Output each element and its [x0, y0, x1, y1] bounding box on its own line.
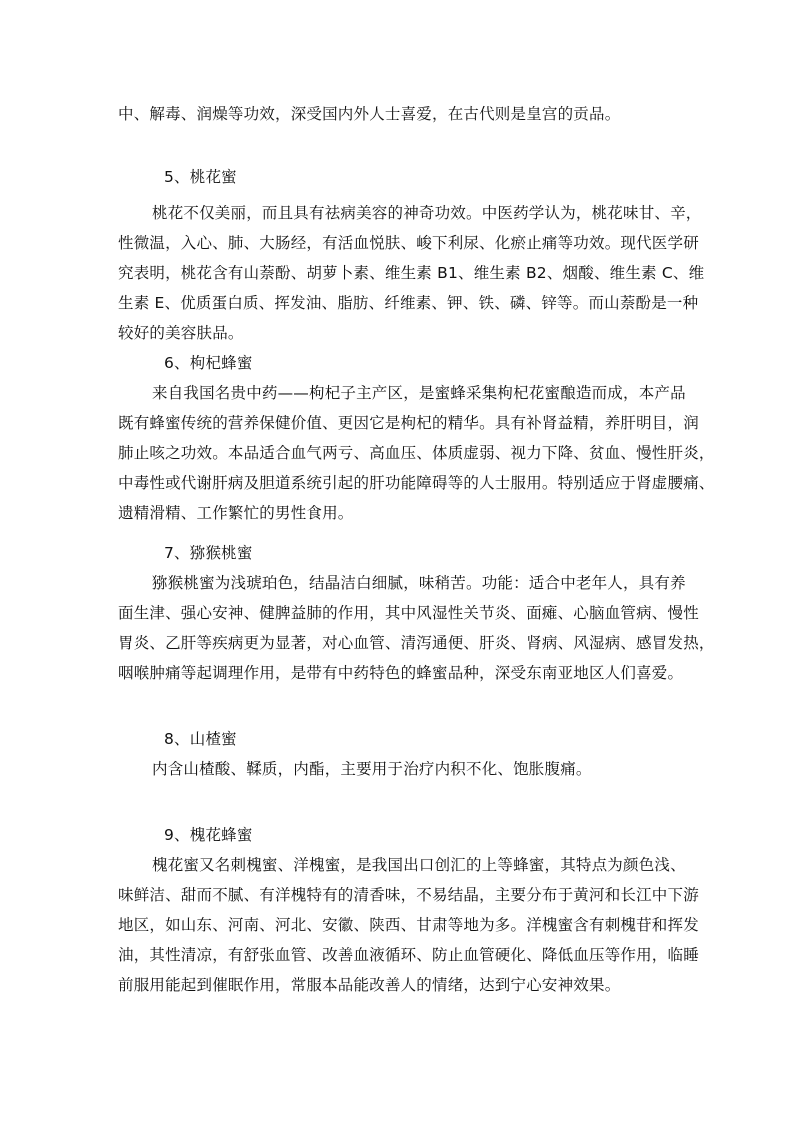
paragraph-line: 前服用能起到催眠作用，常服本品能改善人的情绪，达到宁心安神效果。	[118, 976, 621, 994]
section-heading: 8、山楂蜜	[164, 730, 237, 748]
paragraph-line: 内含山楂酸、鞣质，内酯，主要用于治疗内积不化、饱胀腹痛。	[152, 760, 592, 778]
paragraph-line: 来自我国名贵中药——枸杞子主产区，是蜜蜂采集枸杞花蜜酿造而成，本产品	[152, 384, 686, 402]
paragraph-line: 既有蜂蜜传统的营养保健价值、更因它是枸杞的精华。具有补肾益精，养肝明目，润	[118, 414, 699, 432]
paragraph-line: 面生津、强心安神、健脾益肺的作用，其中风湿性关节炎、面瘫、心脑血管病、慢性	[118, 604, 699, 622]
section-heading: 5、桃花蜜	[164, 168, 237, 186]
paragraph-line: 桃花不仅美丽，而且具有祛病美容的神奇功效。中医药学认为，桃花味甘、辛，	[152, 204, 702, 222]
paragraph-line: 胃炎、乙肝等疾病更为显著，对心血管、清泻通便、肝炎、肾病、风湿病、感冒发热，	[118, 634, 715, 652]
paragraph-line: 性微温，入心、肺、大肠经，有活血悦肤、峻下利尿、化瘀止痛等功效。现代医学研	[118, 234, 699, 252]
paragraph-line: 中毒性或代谢肝病及胆道系统引起的肝功能障碍等的人士服用。特别适应于肾虚腰痛、	[118, 474, 715, 492]
paragraph-line: 肺止咳之功效。本品适合血气两亏、高血压、体质虚弱、视力下降、贫血、慢性肝炎，	[118, 444, 715, 462]
paragraph-line: 油，其性清凉，有舒张血管、改善血液循环、防止血管硬化、降低血压等作用，临睡	[118, 946, 699, 964]
paragraph-line: 咽喉肿痛等起调理作用，是带有中药特色的蜂蜜品种，深受东南亚地区人们喜爱。	[118, 664, 684, 682]
paragraph-line: 生素 E、优质蛋白质、挥发油、脂肪、纤维素、钾、铁、磷、锌等。而山萘酚是一种	[118, 294, 699, 312]
paragraph-line: 槐花蜜又名刺槐蜜、洋槐蜜，是我国出口创汇的上等蜂蜜，其特点为颜色浅、	[152, 856, 686, 874]
paragraph-line: 猕猴桃蜜为浅琥珀色，结晶洁白细腻，味稍苦。功能：适合中老年人，具有养	[152, 574, 686, 592]
intro-line: 中、解毒、润燥等功效，深受国内外人士喜爱，在古代则是皇宫的贡品。	[118, 105, 621, 123]
section-heading: 6、枸杞蜂蜜	[164, 354, 253, 372]
paragraph-line: 较好的美容肤品。	[118, 324, 244, 342]
paragraph-line: 遗精滑精、工作繁忙的男性食用。	[118, 504, 354, 522]
paragraph-line: 地区，如山东、河南、河北、安徽、陕西、甘肃等地为多。洋槐蜜含有刺槐苷和挥发	[118, 916, 699, 934]
section-heading: 7、猕猴桃蜜	[164, 544, 253, 562]
paragraph-line: 味鲜洁、甜而不腻、有洋槐特有的清香味，不易结晶，主要分布于黄河和长江中下游	[118, 886, 699, 904]
section-heading: 9、槐花蜂蜜	[164, 826, 253, 844]
paragraph-line: 究表明，桃花含有山萘酚、胡萝卜素、维生素 B1、维生素 B2、烟酸、维生素 C、维	[118, 264, 705, 282]
